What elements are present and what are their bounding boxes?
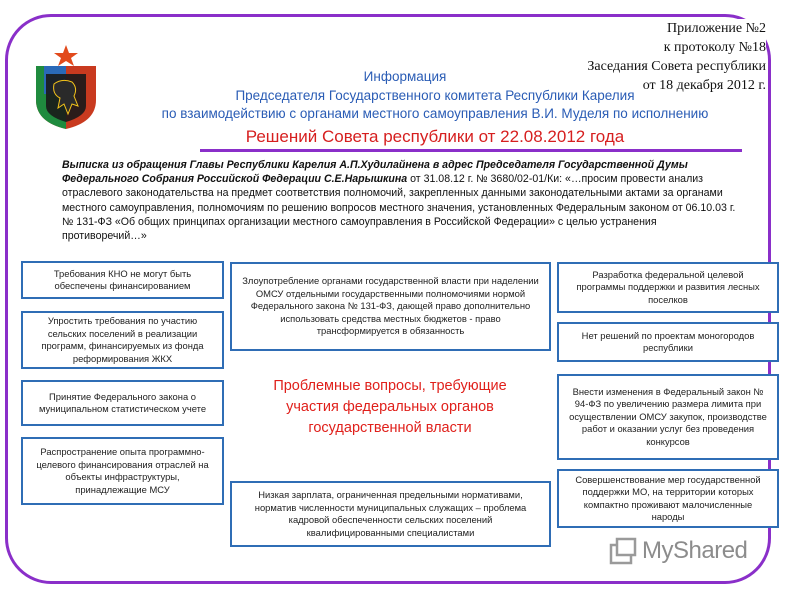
karelia-coat-of-arms-icon — [32, 44, 100, 130]
divider — [200, 149, 742, 152]
appendix-line: от 18 декабря 2012 г. — [642, 78, 766, 93]
extract-paragraph — [62, 158, 742, 243]
problem-questions-title: Проблемные вопросы, требующие участия федеральных органов государственной власти — [273, 378, 507, 436]
watermark — [608, 536, 747, 566]
extract-text: от 31.08.12 г. № 3680/02-01/Ки: «…просим провести анализ отраслевого законодательства на предмет соответствия полномочий, закрепленных данными законодательными актами за органами местного самоуправления, полномочиям по решению вопросов местного значения, установленных Федеральным законом от 06.10.03 г. № 131-ФЗ «Об общих принципах организации местного самоуправления в Российской Федерации» с целью устранения противоречий…» — [62, 173, 736, 243]
left-box: Требования КНО не могут быть обеспечены финансированием — [21, 261, 224, 299]
title-red-heading: Решений Совета республики от 22.08.2012 года — [245, 127, 625, 146]
left-box: Принятие Федерального закона о муниципальном статистическом учете — [21, 380, 224, 426]
right-box: Внести изменения в Федеральный закон № 94-ФЗ по увеличению размера лимита при осуществлении ОМСУ закупок, производстве работ и оказании услуг без проведения конкурсов — [557, 374, 779, 460]
left-box: Распространение опыта программно-целевого финансирования отраслей на объекты инфраструктуры, принадлежащие МСУ — [21, 437, 224, 505]
appendix-line: Приложение №2 — [667, 21, 766, 36]
center-bottom-box: Низкая зарплата, ограниченная предельными нормативами, норматив численности муниципальных служащих – проблема кадровой обеспеченности сельских поселений квалифицированными специалистами — [230, 481, 551, 547]
watermark-text: MyShared — [642, 537, 748, 564]
left-box: Упростить требования по участию сельских поселений в реализации программ, финансируемых из фонда реформирования ЖКХ — [21, 311, 224, 369]
appendix-line: к протоколу №18 — [663, 40, 766, 55]
title-line: Председателя Государственного комитета Республики Карелия — [235, 88, 635, 103]
right-box: Совершенствование мер государственной поддержки МО, на территории которых компактно проживают малочисленные народы — [557, 469, 779, 528]
title-line: по взаимодействию с органами местного самоуправления В.И. Муделя по исполнению — [161, 106, 709, 121]
title-line: Информация — [363, 69, 447, 84]
right-box: Разработка федеральной целевой программы поддержки и развития лесных поселков — [557, 262, 779, 313]
center-top-box: Злоупотребление органами государственной власти при наделении ОМСУ отдельными государственными полномочиями нормой Федерального закона № 131-ФЗ, дающей право дополнительно использовать средства местных бюджетов - право трансформируется в обязанность — [230, 262, 551, 351]
right-box: Нет решений по проектам моногородов республики — [557, 322, 779, 362]
appendix-line: Заседания Совета республики — [587, 59, 766, 74]
extract-bold: Выписка из обращения Главы Республики Карелия А.П.Худилайнена в адрес Председателя Государственной Думы Федерального Собрания Российской Федерации С.Е.Нарышкина — [62, 159, 688, 186]
crown-star-icon — [54, 45, 78, 66]
myshared-logo-icon — [608, 536, 638, 566]
